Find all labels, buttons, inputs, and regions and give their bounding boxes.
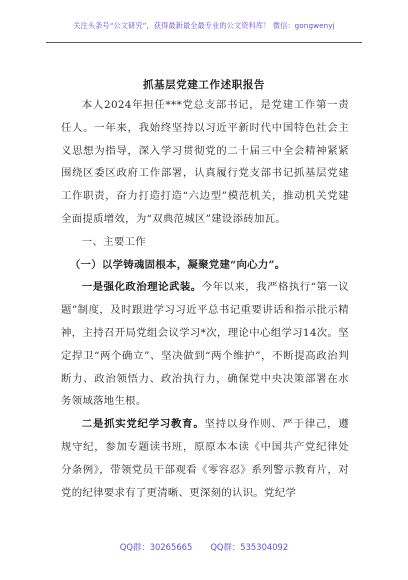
footer-qq-group-1: QQ群：30265665 [119, 542, 193, 552]
footer-contact [0, 541, 408, 553]
paragraph-2-body: 坚持以身作则、严于律己，遵规守纪，参加专题读书班，原原本本读《中国共产党纪律处分条例》，带领党员干部观看《零容忍》系列警示教育片，对党的纪律要求有了更清晰、更深刻的认识。党纪学 [61, 418, 349, 499]
paragraph-2 [61, 413, 349, 504]
subsection-heading: （一）以学铸魂固根本，凝聚党建“向心力”。 [69, 258, 286, 271]
section-heading: 一、主要工作 [81, 235, 146, 248]
header-banner: 关注头条号“公文研究”，获得最新最全最专业的公文资料库！ 微信：gongwenyj [73, 21, 335, 30]
intro-paragraph: 本人2024年担任***党总支部书记，是党建工作第一责任人。一年来，我始终坚持以习近平新时代中国特色社会主义思想为指导，深入学习贯彻党的二十届三中全会精神紧紧围绕区委区政府工作部署，认真履行党支部书记抓基层党建工作职责，奋力打造打造“六边型”模范机关，推动机关党建全面提质增效，为“双典范城区”建设添砖加瓦。 [61, 99, 349, 225]
header-divider [46, 42, 362, 43]
footer-qq-group-2: QQ群：535304092 [210, 542, 289, 552]
paragraph-1-body: 今年以来，我严格执行“第一议题”制度，及时跟进学习习近平总书记重要讲话和指示批示精神，主持召开局党组会议学习*次，理论中心组学习14次。坚定捍卫“两个确立”、坚决做到“两个维护”，不断提高政治判断力、政治领悟力、政治执行力，确保党中央决策部署在水务领域落地生根。 [61, 281, 349, 408]
paragraph-1 [61, 276, 349, 413]
document-title: 抓基层党建工作述职报告 [142, 79, 266, 91]
paragraph-2-lead: 二是抓实党纪学习教育。 [81, 418, 205, 431]
paragraph-1-lead: 一是强化政治理论武装。 [81, 281, 202, 294]
document-body [61, 94, 349, 504]
